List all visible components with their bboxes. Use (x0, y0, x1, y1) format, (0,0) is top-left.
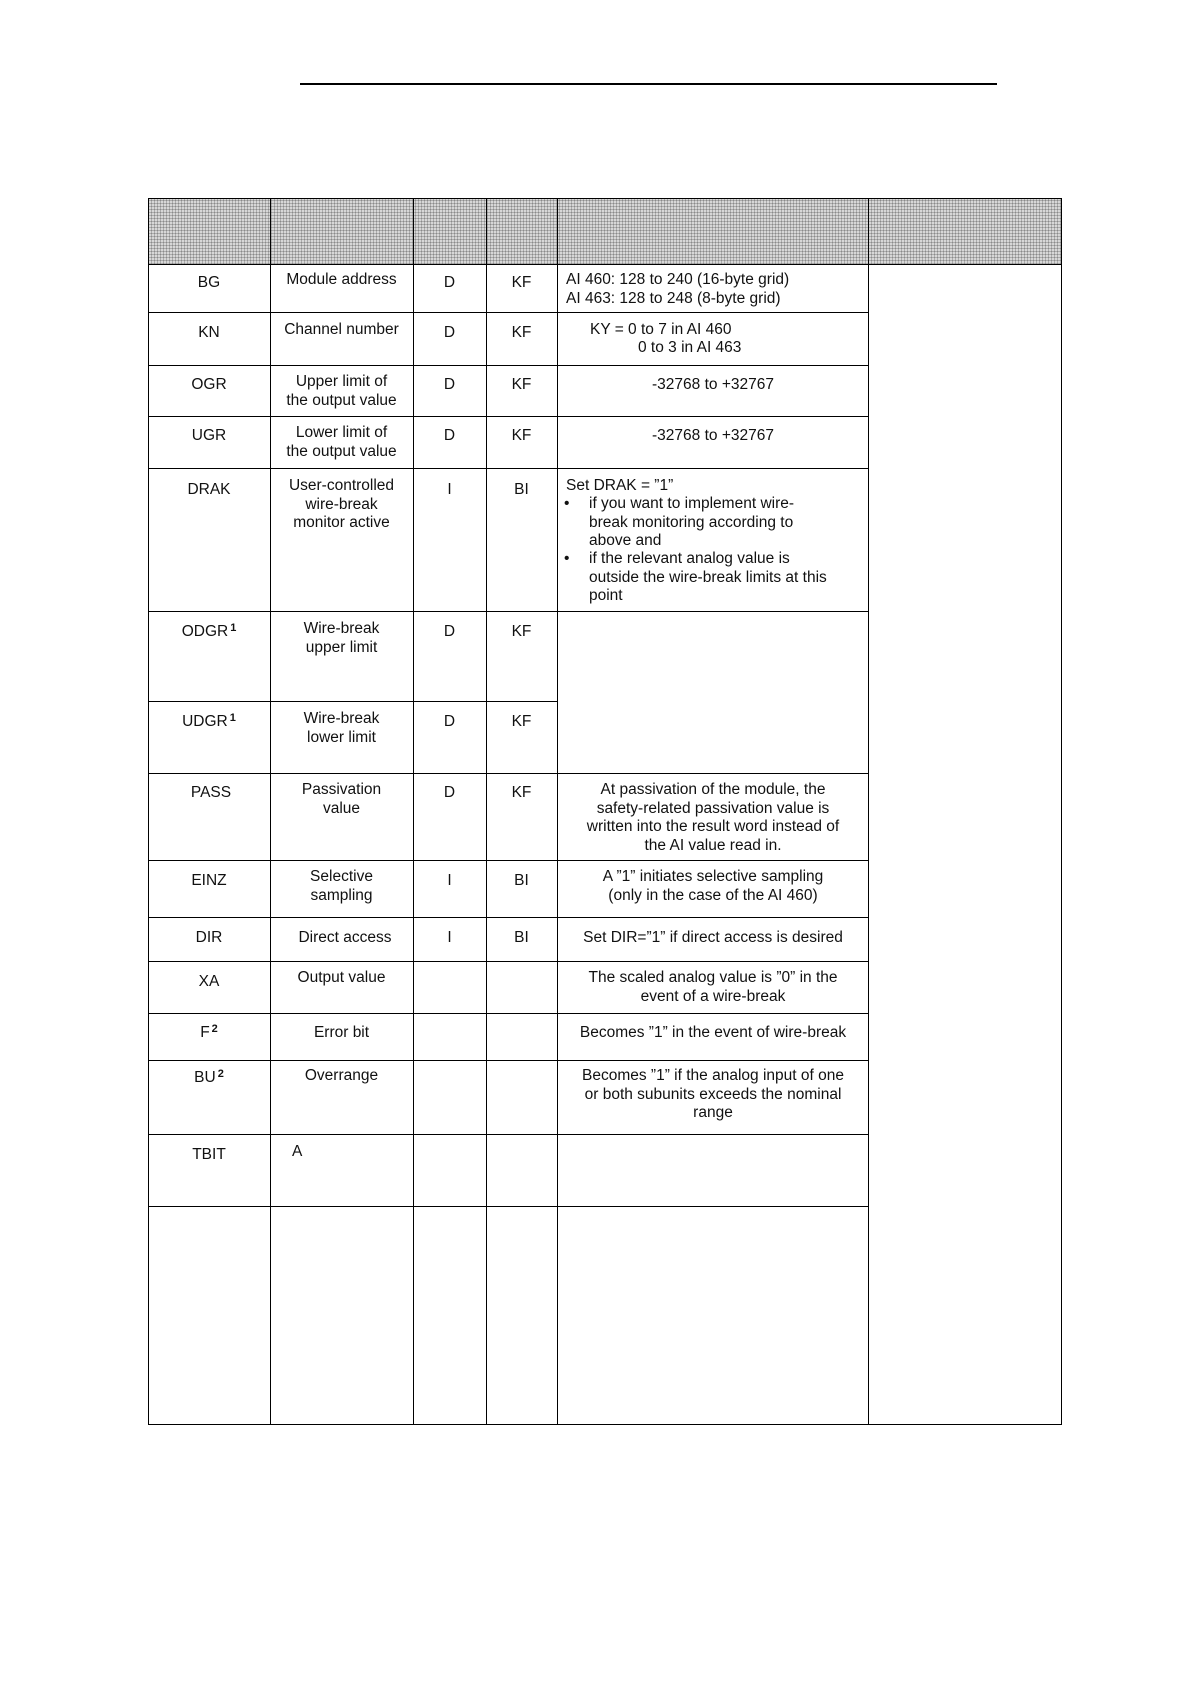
param-description: Channel number (284, 321, 399, 338)
bullet-icon: • (564, 550, 570, 567)
param-type: D (443, 623, 456, 640)
header-rule (148, 264, 1062, 265)
top-rule (300, 83, 997, 85)
param-type: I (447, 872, 452, 889)
row-rule (148, 365, 869, 366)
param-name: BG (197, 274, 221, 291)
param-format: KF (511, 376, 532, 393)
param-format: KF (511, 623, 532, 640)
param-name: PASS (190, 784, 232, 801)
param-name: F $^2$ (200, 1023, 218, 1041)
column-divider (868, 198, 869, 1425)
param-format: BI (514, 481, 529, 498)
param-range: Becomes ”1” if the analog input of one or both subunits exceeds the nominal range (582, 1067, 844, 1121)
param-format: KF (511, 784, 532, 801)
parameter-table (148, 198, 1062, 1425)
row-rule (148, 468, 869, 469)
param-type: D (443, 427, 456, 444)
param-range: At passivation of the module, the safety-related passivation value is written into the result word instead of the AI value read in. (586, 781, 840, 854)
table-header-hatched (148, 198, 1062, 264)
row-rule (148, 917, 869, 918)
row-rule (148, 1013, 869, 1014)
param-name: DIR (195, 929, 223, 946)
param-name: UGR (191, 427, 227, 444)
param-name: EINZ (191, 872, 227, 889)
param-description: User-controlled wire-break monitor active (288, 477, 395, 531)
param-range: KY = 0 to 7 in AI 460 (590, 321, 732, 338)
row-rule (148, 611, 869, 612)
param-description: A (292, 1143, 303, 1160)
row-rule (148, 773, 869, 774)
param-name: TBIT (192, 1146, 226, 1163)
param-name: XA (198, 973, 220, 990)
param-type: D (443, 713, 456, 730)
param-name: UDGR $^1$ (182, 712, 236, 730)
param-description: Output value (297, 969, 386, 986)
param-description: Module address (286, 271, 397, 288)
param-format: KF (511, 324, 532, 341)
param-description: Wire-break lower limit (303, 710, 380, 746)
param-range: if you want to implement wire- break monitoring according to above and (589, 495, 795, 549)
param-type: I (447, 929, 452, 946)
param-description: Upper limit of the output value (286, 373, 397, 409)
param-format: KF (511, 427, 532, 444)
param-description: Error bit (313, 1024, 370, 1041)
table-border-bottom (148, 1424, 1062, 1425)
table-border-top (148, 198, 1062, 199)
param-name: ODGR $^1$ (181, 622, 237, 640)
param-range: The scaled analog value is ”0” in the event of a wire-break (588, 969, 838, 1005)
param-range: AI 460: 128 to 240 (16-byte grid) AI 463: 128 to 248 (8-byte grid) (566, 271, 790, 307)
param-range: Set DIR=”1” if direct access is desired (583, 929, 843, 946)
bullet-icon: • (564, 495, 570, 512)
param-description: Wire-break upper limit (303, 620, 380, 656)
table-border-right (1061, 198, 1062, 1425)
param-format: BI (514, 872, 529, 889)
param-type: D (443, 324, 456, 341)
row-rule (148, 860, 869, 861)
param-type: D (443, 274, 456, 291)
param-format: KF (511, 713, 532, 730)
row-rule (148, 1134, 869, 1135)
param-name: DRAK (187, 481, 231, 498)
param-description: Overrange (304, 1067, 379, 1084)
param-range: if the relevant analog value is outside the wire-break limits at this point (589, 550, 827, 604)
param-range: 0 to 3 in AI 463 (638, 339, 742, 356)
param-type: D (443, 376, 456, 393)
param-range: Set DRAK = ”1” (566, 477, 674, 494)
param-range: A ”1” initiates selective sampling (only in the case of the AI 460) (602, 868, 824, 904)
param-description: Selective sampling (310, 868, 373, 904)
param-range: -32768 to +32767 (652, 427, 774, 444)
row-rule (148, 1060, 869, 1061)
param-name: OGR (191, 376, 227, 393)
param-name: BU $^2$ (194, 1068, 224, 1086)
param-format: BI (514, 929, 529, 946)
row-rule (148, 416, 869, 417)
row-rule (148, 961, 869, 962)
param-description: Lower limit of the output value (286, 424, 397, 460)
param-type: D (443, 784, 456, 801)
row-rule (148, 312, 869, 313)
param-format: KF (511, 274, 532, 291)
param-name: KN (198, 324, 220, 341)
param-range: -32768 to +32767 (652, 376, 774, 393)
row-rule (148, 701, 558, 702)
row-rule (148, 1206, 869, 1207)
param-description: Direct access (298, 929, 392, 946)
param-description: Passivation value (301, 781, 382, 817)
param-range: Becomes ”1” in the event of wire-break (579, 1024, 847, 1041)
param-type: I (447, 481, 452, 498)
